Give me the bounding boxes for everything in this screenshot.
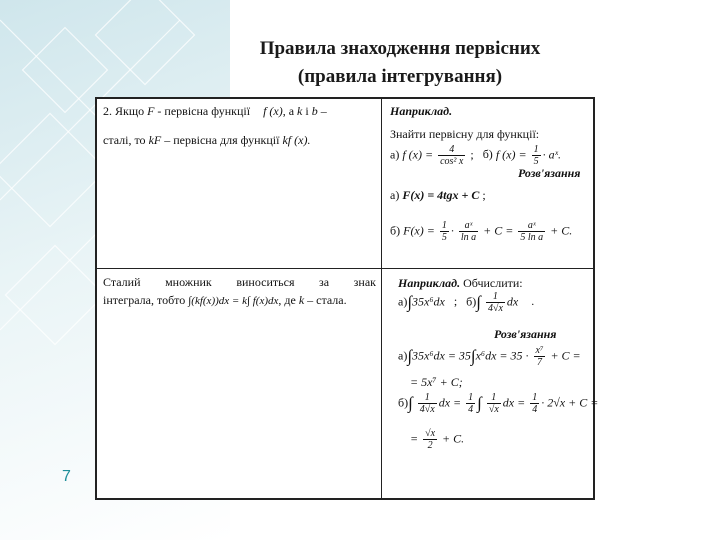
example2-solution-b: б)∫ $\frac{1}{4√x}$ dx = $\frac{1}{4}$ ∫ $\frac{1}{√x}$ dx = $\frac{1}{4}$ · 2√x + C = — [398, 392, 599, 415]
example2-solution-b-line2: = $\frac{√x}{2}$ + C. — [410, 428, 465, 451]
table-column-divider — [381, 97, 382, 500]
page-title-line2: (правила інтегрування) — [297, 66, 503, 87]
example1-functions: а) f (x) = $\frac{4}{\text{cos² x}}$ ; б) f (x) = $\frac{1}{5}$ · aˣ. — [390, 144, 561, 167]
rule3-line2: інтеграла, тобто ∫(kf(x))dx = k∫ f(x)dx, де k – стала. — [103, 293, 347, 307]
example1-heading: Наприклад. — [390, 104, 453, 118]
rule3-line1: Сталий множник виноситься за знак — [103, 275, 376, 289]
rule2-line2: сталі, то kF – первісна для функції kf (x). — [103, 133, 311, 147]
example2-solution-a: а)∫35x⁶dx = 35∫x⁶dx = 35 · $\frac{\text{x⁷}}{7}$ + C = — [398, 345, 581, 368]
page-title-line1: Правила знаходження первісних — [259, 38, 541, 59]
example2-heading: Наприклад. Обчислити: — [398, 276, 523, 290]
example1-task: Знайти первісну для функції: — [390, 127, 540, 141]
table-row-divider — [95, 268, 595, 269]
page-number: 7 — [62, 468, 71, 485]
example2-solution-heading: Розв'язання — [494, 327, 557, 341]
rule2-line1: 2. Якщо F - первісна функції f (x), а k і b – — [103, 104, 327, 118]
example1-solution-a: а) F(x) = 4tgx + C ; — [390, 188, 486, 202]
example1-solution-b: б) F(x) = $\frac{1}{5}$ · $\frac{\text{aˣ}}{\text{ln a}}$ + C = $\frac{\text{aˣ}}{\text{5 ln a}}$ + C. — [390, 220, 573, 243]
example2-solution-a-line2: = 5x⁷ + C; — [410, 375, 463, 389]
example1-solution-heading: Розв'язання — [518, 166, 581, 180]
example2-tasks: а)∫35x⁶dx ; б)∫ $\frac{1}{4√x}$ dx . — [398, 291, 535, 314]
